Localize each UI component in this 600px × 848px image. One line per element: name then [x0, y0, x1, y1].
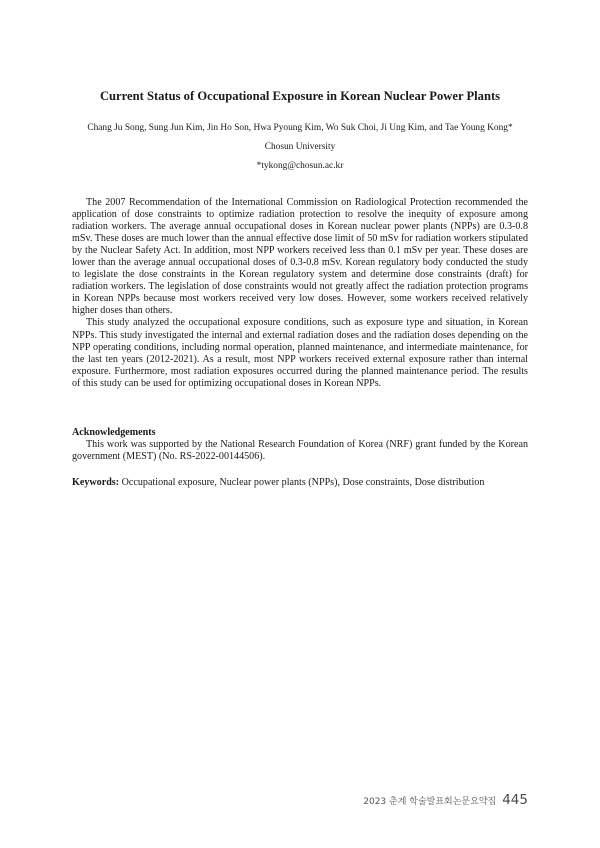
keywords-text: Occupational exposure, Nuclear power plants (NPPs), Dose constraints, Dose distribution [121, 477, 485, 488]
abstract-paragraph-1: The 2007 Recommendation of the International Commission on Radiological Protection recommended the application of dose constraints to optimize radiation protection to resolve the inequity of exposure among radiation workers. The average annual occupational doses in Korean nuclear power plants (NPPs) are 0.3-0.8 mSv. These doses are much lower than the annual effective dose limit of 50 mSv for radiation workers stipulated by the Nuclear Safety Act. In addition, most NPP workers received less than 0.1 mSv per year. These doses are lower than the average annual occupational doses of 0.3-0.8 mSv. Korean regulatory body conducted the study to legislate the dose constraints in the Korean regulatory system and determine dose constraints (draft) for radiation workers. The legislation of dose constraints would not greatly affect the radiation protection programs in Korean NPPs because most workers received very low doses. However, some workers received relatively higher doses than others. [72, 197, 528, 317]
acknowledgements-text: This work was supported by the National Research Foundation of Korea (NRF) grant funded by the Korean government (MEST) (No. RS-2022-00144506). [72, 439, 528, 463]
page-footer [363, 789, 528, 808]
proceedings-title: 2023 춘계 학술발표회논문요약집 [363, 797, 497, 807]
acknowledgements-section [72, 427, 528, 463]
keywords-line [72, 477, 542, 489]
affiliation: Chosun University [264, 142, 336, 152]
page-number: 445 [502, 792, 528, 808]
paper-title: Current Status of Occupational Exposure in Korean Nuclear Power Plants [99, 89, 501, 103]
author-list: Chang Ju Song, Sung Jun Kim, Jin Ho Son, Hwa Pyoung Kim, Wo Suk Choi, Ji Ung Kim, and Tae Young Kong* [87, 123, 513, 133]
acknowledgements-heading: Acknowledgements [72, 427, 156, 438]
keywords-label: Keywords: [72, 477, 120, 488]
abstract [72, 197, 528, 390]
abstract-paragraph-2: This study analyzed the occupational exposure conditions, such as exposure type and situation, in Korean NPPs. This study investigated the internal and external radiation doses and the radiation doses depending on the NPP operating conditions, including normal operation, planned maintenance, and intermediate maintenance, for the last ten years (2012-2021). As a result, most NPP workers received external exposure rather than internal exposure. Furthermore, most radiation exposures occurred during the planned maintenance period. The results of this study can be used for optimizing occupational doses in Korean NPPs. [72, 317, 528, 389]
corresponding-email: *tykong@chosun.ac.kr [256, 161, 344, 171]
